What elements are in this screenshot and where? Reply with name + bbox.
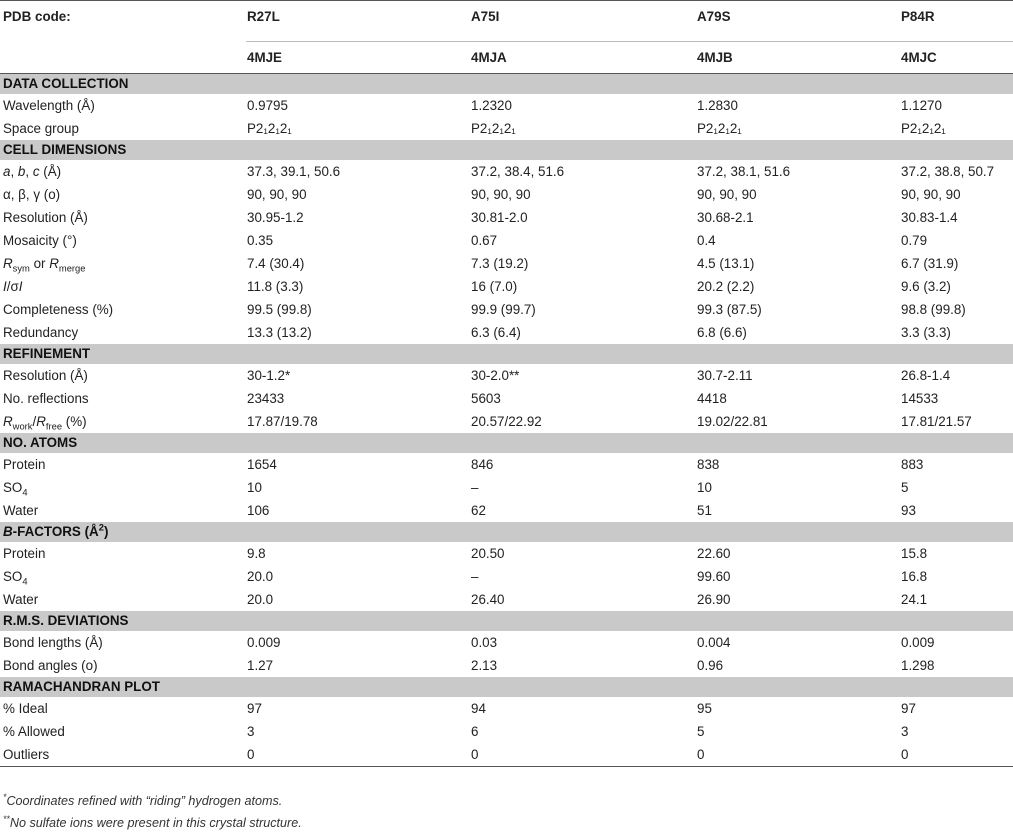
cell-value: 1.2320 (471, 98, 512, 113)
cell-value: 106 (247, 503, 270, 518)
cell-value: 1.2830 (697, 98, 738, 113)
table-row (0, 160, 1013, 183)
cell-value: 16 (7.0) (471, 279, 518, 294)
section-title: B-FACTORS $(Å^2)$ (0, 522, 1013, 542)
cell-value: 6 (471, 724, 479, 739)
row-label: Bond angles (ο) (3, 658, 98, 673)
cell-value: 30.81-2.0 (471, 210, 528, 225)
cell-value: 30.7-2.11 (697, 368, 753, 383)
cell-value: 3 (247, 724, 255, 739)
cell-value: 90, 90, 90 (697, 187, 757, 202)
footnotes (3, 790, 302, 834)
table-row (0, 275, 1013, 298)
cell-value: P2₁2₁2₁ (697, 121, 742, 136)
section-header (0, 140, 1013, 160)
table-row (0, 229, 1013, 252)
section-title: NO. ATOMS (0, 433, 1013, 453)
cell-value: 16.8 (901, 569, 928, 584)
row-label: Protein (3, 546, 46, 561)
cell-value: 7.4 (30.4) (247, 256, 305, 271)
table-row (0, 206, 1013, 229)
cell-value: 1654 (247, 457, 277, 472)
cell-value: P2₁2₁2₁ (247, 121, 292, 136)
row-label: Resolution (Å) (3, 210, 88, 225)
table-row (0, 654, 1013, 677)
cell-value: 0.4 (697, 233, 716, 248)
table-row (0, 183, 1013, 206)
section-title: R.M.S. DEVIATIONS (0, 611, 1013, 631)
cell-value: 0 (900, 743, 1013, 767)
cell-value: 90, 90, 90 (247, 187, 307, 202)
table-row (0, 542, 1013, 565)
table-row (0, 631, 1013, 654)
section-title: CELL DIMENSIONS (0, 140, 1013, 160)
cell-value: – (471, 569, 479, 584)
cell-value: 846 (471, 457, 494, 472)
cell-value: 6.8 (6.6) (697, 325, 747, 340)
cell-value: 9.8 (247, 546, 266, 561)
section-header (0, 433, 1013, 453)
pdb-code-label: PDB code: (0, 1, 246, 42)
header-row-pdb (0, 42, 1013, 74)
cell-value: 6.7 (31.9) (901, 256, 959, 271)
table-row (0, 387, 1013, 410)
table-row (0, 252, 1013, 275)
cell-value: – (471, 480, 479, 495)
cell-value: 97 (247, 701, 262, 716)
row-label: Protein (3, 457, 46, 472)
cell-value: 0 (696, 743, 900, 767)
cell-value: 0.96 (697, 658, 724, 673)
cell-value: 22.60 (697, 546, 731, 561)
table-row (0, 364, 1013, 387)
cell-value: 10 (247, 480, 262, 495)
table-row (0, 94, 1013, 117)
cell-value: 0.009 (247, 635, 281, 650)
section-title: REFINEMENT (0, 344, 1013, 364)
cell-value: 0.009 (901, 635, 935, 650)
cell-value: 20.50 (471, 546, 505, 561)
mutant-header: P84R (900, 1, 1013, 42)
section-header (0, 344, 1013, 364)
table-row (0, 697, 1013, 720)
row-label: % Ideal (3, 701, 48, 716)
cell-value: 90, 90, 90 (901, 187, 961, 202)
row-label: Water (3, 503, 39, 518)
cell-value: 37.2, 38.1, 51.6 (697, 164, 791, 179)
cell-value: 99.9 (99.7) (471, 302, 536, 317)
cell-value: 23433 (247, 391, 285, 406)
row-label: I/σI (3, 279, 23, 294)
row-label: Wavelength (Å) (3, 98, 95, 113)
cell-value: 0 (246, 743, 470, 767)
section-header (0, 522, 1013, 542)
table-row (0, 743, 1013, 767)
row-label: $SO_4$ (3, 480, 28, 498)
section-header (0, 677, 1013, 697)
table-row (0, 298, 1013, 321)
cell-value: 37.2, 38.8, 50.7 (901, 164, 995, 179)
row-label: Water (3, 592, 39, 607)
cell-value: 5 (901, 480, 909, 495)
cell-value: 0.35 (247, 233, 274, 248)
cell-value: 97 (901, 701, 916, 716)
cell-value: 15.8 (901, 546, 928, 561)
cell-value: 838 (697, 457, 720, 472)
header-row-mutants (0, 1, 1013, 42)
cell-value: 20.0 (247, 569, 274, 584)
table-row (0, 453, 1013, 476)
footnote: **No sulfate ions were present in this crystal structure. (3, 813, 302, 830)
cell-value: 99.5 (99.8) (247, 302, 312, 317)
cell-value: 3 (901, 724, 909, 739)
row-label: No. reflections (3, 391, 89, 406)
cell-value: 4418 (697, 391, 727, 406)
cell-value: 2.13 (471, 658, 498, 673)
cell-value: 0 (470, 743, 696, 767)
section-title: RAMACHANDRAN PLOT (0, 677, 1013, 697)
cell-value: 13.3 (13.2) (247, 325, 312, 340)
table-row (0, 410, 1013, 433)
cell-value: 94 (471, 701, 486, 716)
table-row (0, 588, 1013, 611)
cell-value: 95 (697, 701, 712, 716)
cell-value: 98.8 (99.8) (901, 302, 966, 317)
pdb-code: 4MJA (470, 42, 696, 74)
cell-value: 37.2, 38.4, 51.6 (471, 164, 565, 179)
cell-value: P2₁2₁2₁ (901, 121, 946, 136)
cell-value: 0.79 (901, 233, 928, 248)
cell-value: 93 (901, 503, 916, 518)
row-label: Resolution (Å) (3, 368, 88, 383)
row-label: α, β, γ (ο) (3, 187, 61, 202)
cell-value: P2₁2₁2₁ (471, 121, 516, 136)
footnote: *Coordinates refined with “riding” hydrogen atoms. (3, 791, 283, 808)
cell-value: 26.8-1.4 (901, 368, 951, 383)
row-label: Completeness (%) (3, 302, 114, 317)
cell-value: 19.02/22.81 (697, 414, 768, 429)
section-header (0, 74, 1013, 95)
row-label: $SO_4$ (3, 569, 28, 587)
cell-value: 9.6 (3.2) (901, 279, 951, 294)
cell-value: 5 (697, 724, 705, 739)
section-title: DATA COLLECTION (0, 74, 1013, 95)
table-row (0, 321, 1013, 344)
cell-value: 30.83-1.4 (901, 210, 958, 225)
cell-value: 0.9795 (247, 98, 288, 113)
cell-value: 1.1270 (901, 98, 942, 113)
table-row (0, 499, 1013, 522)
cell-value: 90, 90, 90 (471, 187, 531, 202)
cell-value: 3.3 (3.3) (901, 325, 951, 340)
cell-value: 17.81/21.57 (901, 414, 972, 429)
cell-value: 5603 (471, 391, 501, 406)
cell-value: 1.298 (901, 658, 935, 673)
cell-value: 30.95-1.2 (247, 210, 304, 225)
row-label: Space group (3, 121, 79, 136)
cell-value: 62 (471, 503, 486, 518)
row-label: Bond lengths (Å) (3, 635, 103, 650)
cell-value: 7.3 (19.2) (471, 256, 529, 271)
cell-value: 10 (697, 480, 712, 495)
row-label: Outliers (0, 743, 246, 767)
cell-value: 0.03 (471, 635, 498, 650)
table-row (0, 476, 1013, 499)
pdb-code: 4MJB (696, 42, 900, 74)
cell-value: 26.40 (471, 592, 505, 607)
cell-value: 26.90 (697, 592, 731, 607)
cell-value: 30.68-2.1 (697, 210, 754, 225)
row-label: Mosaicity (°) (3, 233, 77, 248)
cell-value: 99.3 (87.5) (697, 302, 762, 317)
row-label: % Allowed (3, 724, 65, 739)
cell-value: 6.3 (6.4) (471, 325, 521, 340)
row-label: a, b, c (Å) (3, 164, 62, 179)
cell-value: 4.5 (13.1) (697, 256, 755, 271)
mutant-header: A75I (470, 1, 696, 42)
row-label: Redundancy (3, 325, 79, 340)
cell-value: 37.3, 39.1, 50.6 (247, 164, 341, 179)
cell-value: 20.57/22.92 (471, 414, 542, 429)
cell-value: 11.8 (3.3) (247, 279, 304, 294)
table-row (0, 565, 1013, 588)
cell-value: 30-1.2* (247, 368, 291, 383)
section-header (0, 611, 1013, 631)
mutant-header: A79S (696, 1, 900, 42)
cell-value: 99.60 (697, 569, 731, 584)
mutant-header: R27L (246, 1, 470, 42)
pdb-code: 4MJC (900, 42, 1013, 74)
table-row (0, 720, 1013, 743)
cell-value: 20.0 (247, 592, 274, 607)
cell-value: 14533 (901, 391, 939, 406)
cell-value: 30-2.0** (471, 368, 520, 383)
cell-value: 24.1 (901, 592, 928, 607)
row-label: $R_{sym}$ or $R_{merge}$ (3, 256, 86, 274)
cell-value: 51 (697, 503, 712, 518)
cell-value: 883 (901, 457, 924, 472)
pdb-code: 4MJE (246, 42, 470, 74)
row-label: $R_{work}/R_{free}$ (%) (3, 414, 87, 432)
cell-value: 0.67 (471, 233, 498, 248)
cell-value: 0.004 (697, 635, 731, 650)
cell-value: 17.87/19.78 (247, 414, 318, 429)
table-row (0, 117, 1013, 140)
cell-value: 20.2 (2.2) (697, 279, 755, 294)
cell-value: 1.27 (247, 658, 274, 673)
